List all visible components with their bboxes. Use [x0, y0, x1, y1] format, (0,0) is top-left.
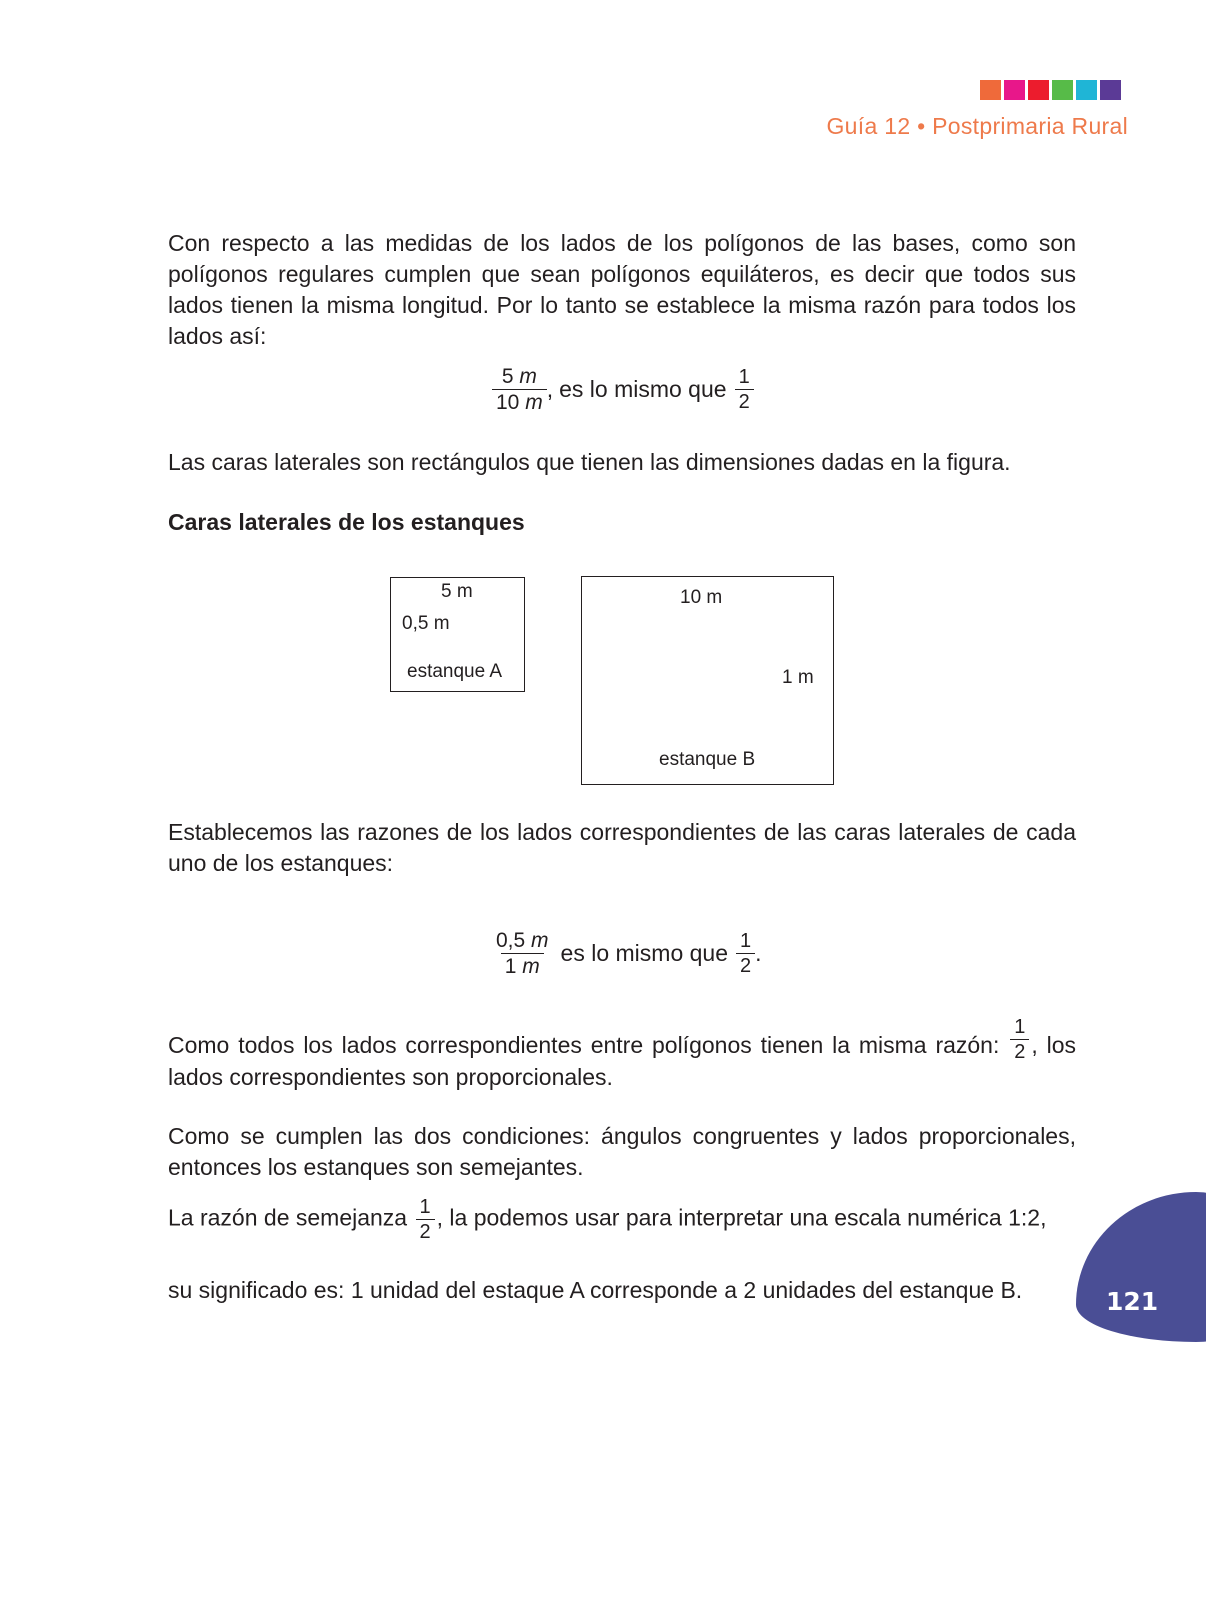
swatch-magenta: [1004, 80, 1025, 100]
eq2-den-value: 1: [504, 955, 517, 978]
color-swatches: [980, 80, 1121, 100]
p6-start: La razón de semejanza: [168, 1204, 414, 1231]
tank-a-rectangle: [390, 577, 525, 692]
section-heading: Caras laterales de los estanques: [168, 509, 525, 535]
equation-ratio-lateral: [490, 930, 762, 977]
paragraph-similar-tanks: Como se cumplen las dos condiciones: ángulos congruentes y lados proporcionales, entonces los estanques son semejantes.: [168, 1123, 1076, 1180]
p6-end: , la podemos usar para interpretar una escala numérica 1:2,: [436, 1204, 1047, 1231]
eq2-num-unit: m: [531, 929, 549, 952]
swatch-cyan: [1076, 80, 1097, 100]
eq1-den-value: 10: [496, 391, 520, 414]
eq2-period: .: [755, 940, 762, 966]
scale-frac-num: 1: [419, 1196, 431, 1218]
swatch-green: [1052, 80, 1073, 100]
tank-b-side-label: 1 m: [782, 667, 814, 688]
eq1-rhs-num: 1: [738, 366, 750, 388]
eq1-text: es lo mismo que: [559, 376, 727, 402]
equation-ratio-bases: [490, 366, 756, 413]
eq2-den-unit: m: [522, 955, 540, 978]
swatch-purple: [1100, 80, 1121, 100]
eq1-num-value: 5: [501, 365, 514, 388]
paragraph-scale: [168, 1197, 1076, 1242]
eq1-den-unit: m: [525, 391, 543, 414]
paragraph-lateral-faces: Las caras laterales son rectángulos que tienen las dimensiones dadas en la figura.: [168, 449, 1011, 475]
page-number: 121: [1106, 1287, 1159, 1316]
eq2-num-value: 0,5: [496, 929, 526, 952]
header-title: Guía 12 • Postprimaria Rural: [826, 113, 1128, 139]
swatch-red: [1028, 80, 1049, 100]
eq2-rhs-num: 1: [740, 930, 752, 952]
paragraph-meaning: su significado es: 1 unidad del estaque A corresponde a 2 unidades del estanque B.: [168, 1277, 1023, 1303]
scale-fraction-one-half: [416, 1197, 435, 1242]
eq1-comma: ,: [546, 376, 554, 402]
eq1-num-unit: m: [519, 365, 537, 388]
inline-frac-den: 2: [1010, 1039, 1029, 1062]
fraction-one-half: [735, 367, 754, 412]
fraction-05m-1m: [492, 930, 553, 977]
scale-frac-den: 2: [416, 1219, 435, 1242]
p4-end: , los lados correspondientes son proporcionales.: [168, 1032, 1076, 1091]
tank-a-side-label: 0,5 m: [402, 613, 450, 634]
tank-b-top-label: 10 m: [680, 587, 723, 608]
tank-a-name: estanque A: [407, 661, 503, 682]
inline-frac-num: 1: [1014, 1016, 1026, 1039]
eq1-rhs-den: 2: [735, 389, 754, 412]
fraction-5m-10m: [492, 366, 547, 413]
fraction-one-half-2: [736, 931, 755, 976]
paragraph-polygons: Con respecto a las medidas de los lados de los polígonos de las bases, como son polígonos regulares cumplen que sean polígonos equiláteros, es decir que todos sus lados tienen la misma longitud. Por lo tanto se establece la misma razón para todos los lados así:: [168, 230, 1076, 349]
swatch-orange: [980, 80, 1001, 100]
eq2-text: es lo mismo que: [560, 940, 729, 966]
inline-fraction-one-half: [1010, 1017, 1029, 1062]
tank-b-name: estanque B: [659, 749, 756, 770]
paragraph-proportional-sides: [168, 1016, 1076, 1093]
tank-b-rectangle: [581, 576, 834, 785]
eq2-rhs-den: 2: [736, 953, 755, 976]
page-number-background: [1076, 1192, 1206, 1342]
p4-start: Como todos los lados correspondientes entre polígonos tienen la misma razón:: [168, 1032, 1009, 1058]
tank-a-top-label: 5 m: [441, 581, 473, 602]
paragraph-establish-ratios: Establecemos las razones de los lados correspondientes de las caras laterales de cada uno de los estanques:: [168, 819, 1076, 876]
